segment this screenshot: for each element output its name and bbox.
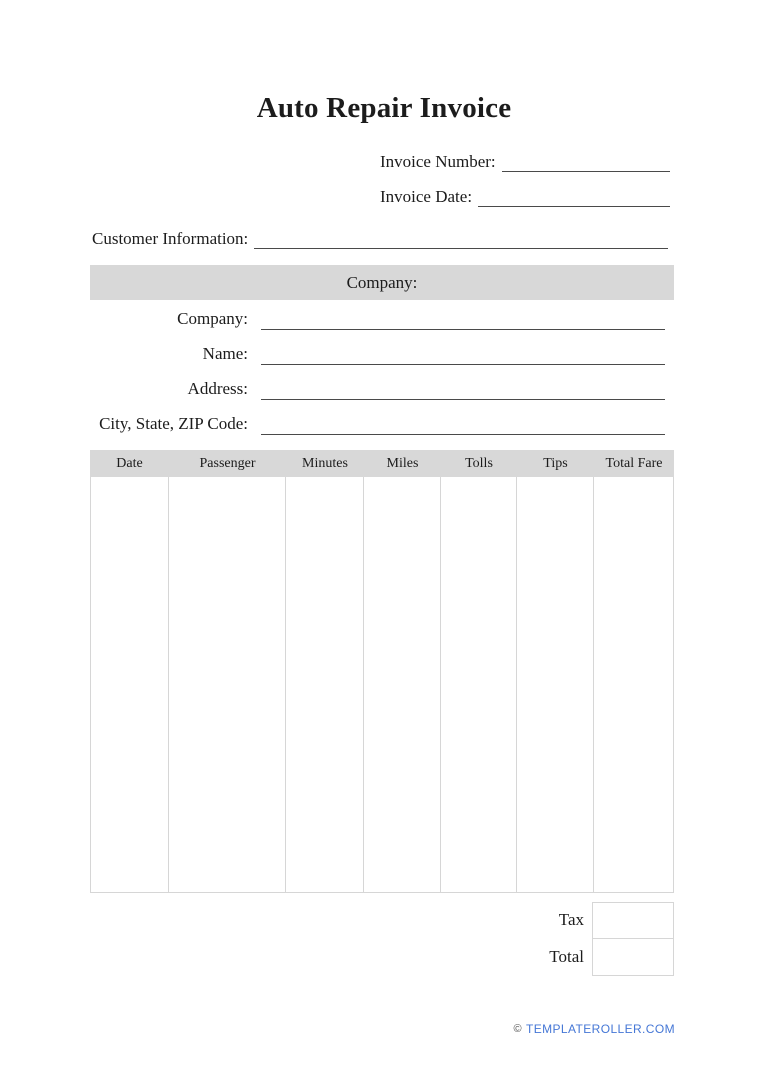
address-field-row <box>90 379 665 400</box>
company-label: Company: <box>177 309 248 328</box>
city-state-zip-field-row <box>90 414 665 435</box>
column-header-date: Date <box>116 455 143 471</box>
tax-value-box[interactable] <box>593 903 673 938</box>
invoice-number-label: Invoice Number: <box>380 152 496 171</box>
name-label: Name: <box>202 344 248 363</box>
table-column-minutes[interactable] <box>286 477 364 892</box>
table-column-tolls[interactable] <box>441 477 517 892</box>
company-field-row <box>90 309 665 330</box>
company-section-title: Company: <box>346 272 418 292</box>
column-header-minutes: Minutes <box>302 455 348 471</box>
name-field-row <box>90 344 665 365</box>
table-column-date[interactable] <box>91 477 169 892</box>
footer <box>513 1022 675 1036</box>
customer-information-label: Customer Information: <box>92 229 249 248</box>
customer-information-row <box>92 229 668 249</box>
name-field[interactable] <box>261 344 665 365</box>
column-header-tolls: Tolls <box>465 455 493 471</box>
templateroller-link[interactable]: TEMPLATEROLLER.COM <box>525 1022 675 1036</box>
invoice-date-label: Invoice Date: <box>380 187 473 206</box>
totals-section <box>549 902 674 976</box>
invoice-date-field[interactable] <box>478 187 670 207</box>
table-column-total-fare[interactable] <box>594 477 674 892</box>
column-header-tips: Tips <box>543 455 568 471</box>
company-section-header <box>90 265 674 300</box>
total-value-box[interactable] <box>593 938 673 975</box>
charges-table-body <box>90 477 674 893</box>
total-label: Total <box>549 947 584 966</box>
tax-label: Tax <box>558 910 584 929</box>
address-field[interactable] <box>261 379 665 400</box>
table-column-passenger[interactable] <box>169 477 286 892</box>
copyright-icon: © <box>513 1023 522 1035</box>
table-column-tips[interactable] <box>517 477 594 892</box>
city-state-zip-label: City, State, ZIP Code: <box>99 414 248 433</box>
city-state-zip-field[interactable] <box>261 414 665 435</box>
address-label: Address: <box>187 379 248 398</box>
invoice-date-row <box>380 187 670 207</box>
charges-table <box>90 450 674 893</box>
totals-labels <box>549 902 592 976</box>
invoice-number-row <box>380 152 670 172</box>
customer-information-field[interactable] <box>254 229 668 249</box>
column-header-passenger: Passenger <box>199 455 256 471</box>
table-column-miles[interactable] <box>364 477 441 892</box>
totals-boxes <box>592 902 674 976</box>
column-header-total-fare: Total Fare <box>605 455 663 471</box>
company-field[interactable] <box>261 309 665 330</box>
invoice-number-field[interactable] <box>502 152 670 172</box>
column-header-miles: Miles <box>386 455 419 471</box>
charges-table-header <box>90 450 674 477</box>
page-title: Auto Repair Invoice <box>256 92 512 124</box>
